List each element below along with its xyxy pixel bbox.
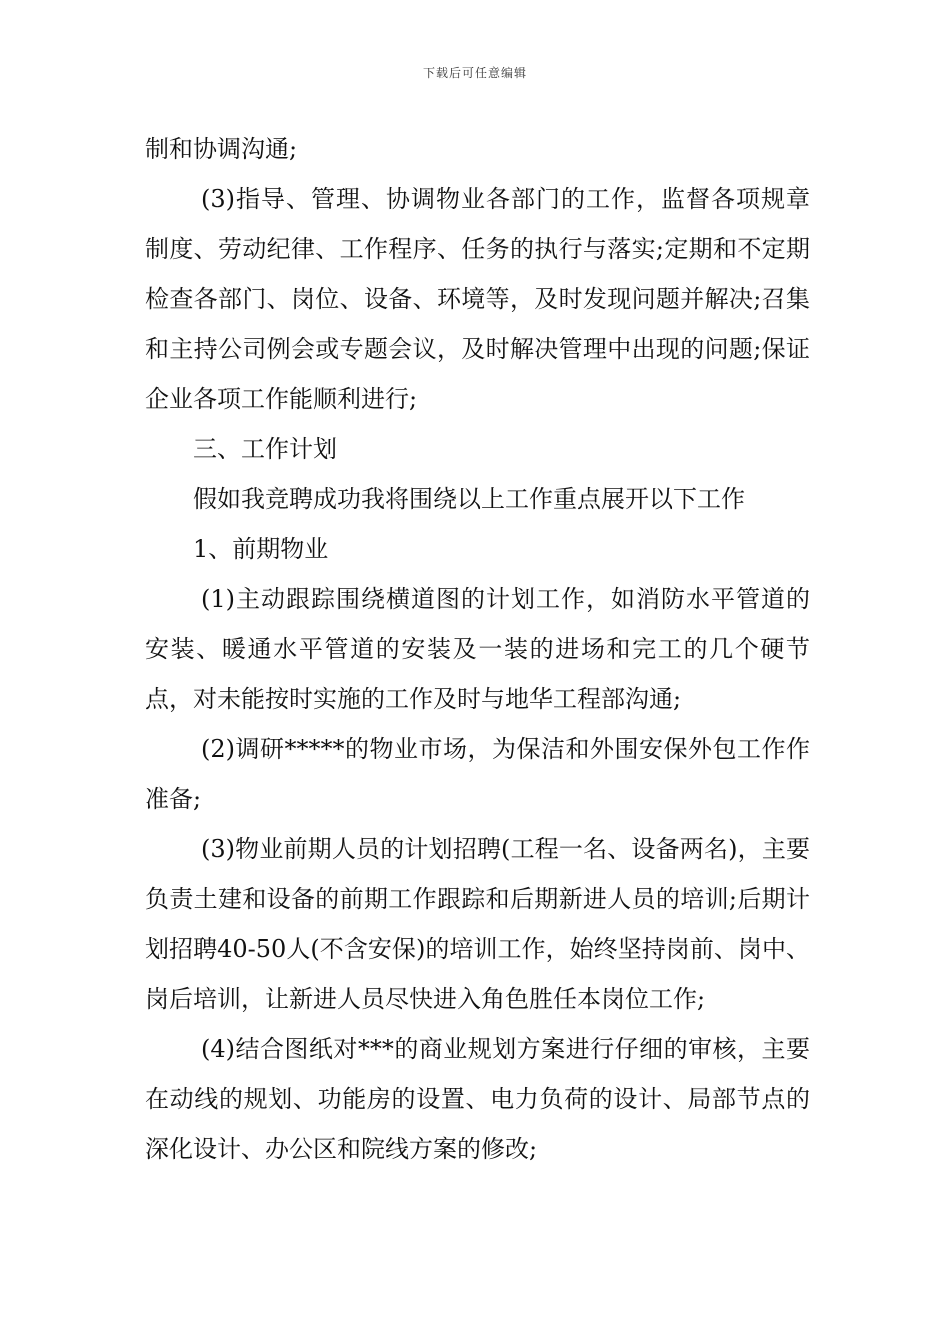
document-body bbox=[145, 124, 810, 1174]
paragraph-item-2: (2)调研*****的物业市场，为保洁和外围安保外包工作作准备; bbox=[145, 735, 810, 813]
paragraph-item-1: (1)主动跟踪围绕横道图的计划工作，如消防水平管道的安装、暖通水平管道的安装及一装的进场和完工的几个硬节点，对未能按时实施的工作及时与地华工程部沟通; bbox=[145, 585, 810, 713]
page-header-note: 下载后可任意编辑 bbox=[422, 66, 527, 80]
section-heading-work-plan: 三、工作计划 bbox=[193, 435, 337, 463]
paragraph-intro: 假如我竞聘成功我将围绕以上工作重点展开以下工作 bbox=[193, 485, 745, 513]
paragraph-item-3-duties: (3)指导、管理、协调物业各部门的工作，监督各项规章制度、劳动纪律、工作程序、任务的执行与落实;定期和不定期检查各部门、岗位、设备、环境等，及时发现问题并解决;召集和主持公司例会或专题会议，及时解决管理中出现的问题;保证企业各项工作能顺利进行; bbox=[145, 185, 810, 413]
paragraph-item-4: (4)结合图纸对***的商业规划方案进行仔细的审核，主要在动线的规划、功能房的设置、电力负荷的设计、局部节点的深化设计、办公区和院线方案的修改; bbox=[145, 1035, 810, 1163]
subsection-heading-early-property: 1、前期物业 bbox=[193, 535, 329, 563]
paragraph-item-3: (3)物业前期人员的计划招聘(工程一名、设备两名)，主要负责土建和设备的前期工作跟踪和后期新进人员的培训;后期计划招聘40-50人(不含安保)的培训工作，始终坚持岗前、岗中、岗后培训，让新进人员尽快进入角色胜任本岗位工作; bbox=[145, 835, 810, 1013]
paragraph-continuation: 制和协调沟通; bbox=[145, 135, 298, 163]
